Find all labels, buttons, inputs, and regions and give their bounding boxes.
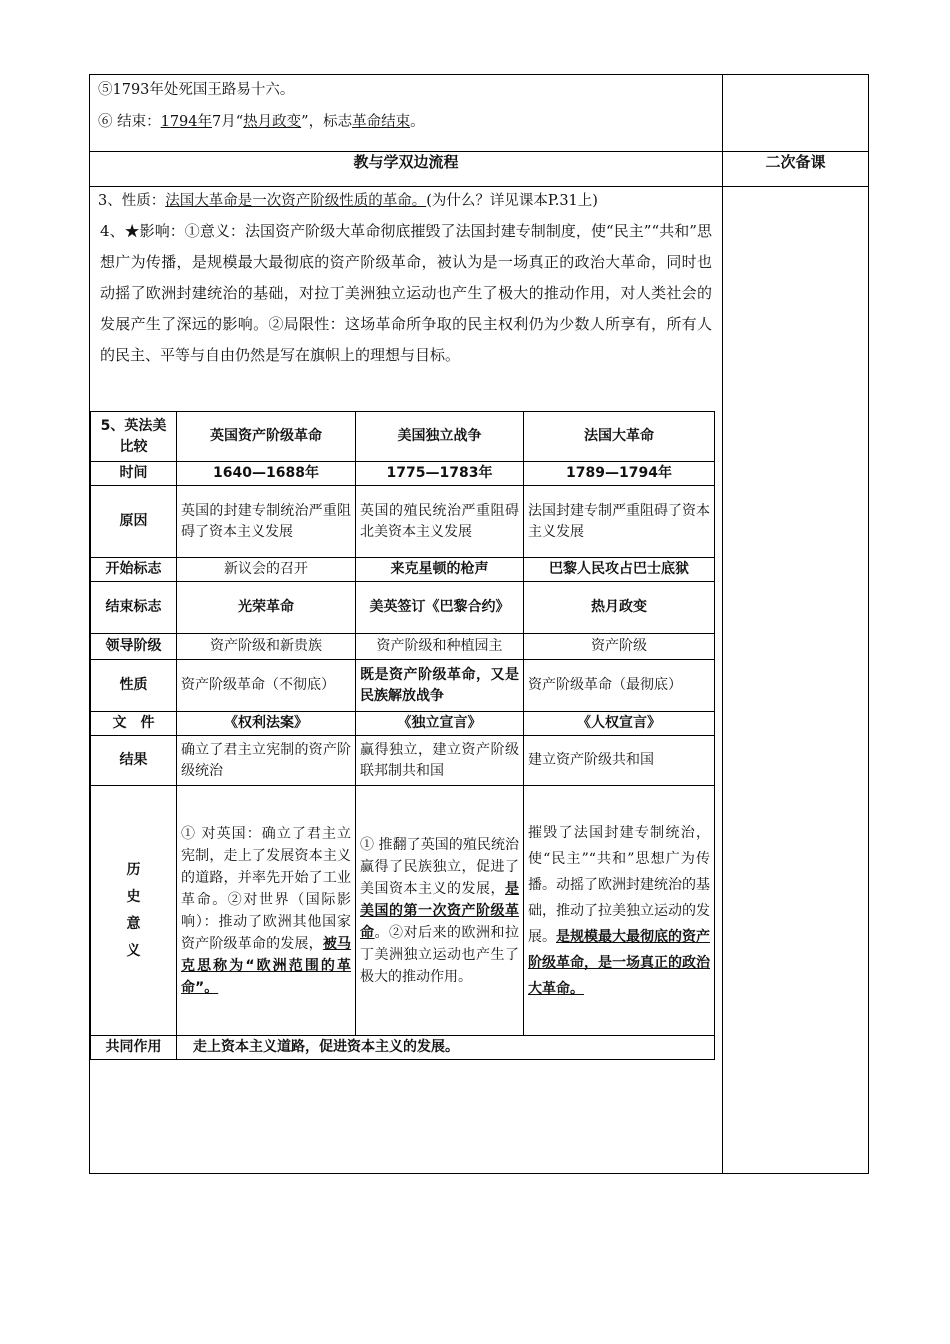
cell-meaning-uk: ① 对英国：确立了君主立宪制，走上了发展资本主义的道路，并率先开始了工业革命。②对世界（国际影响）：推动了欧洲其他国家资产阶级革命的发展，被马克思称为“欧洲范围的革命”。	[177, 786, 356, 1036]
cell: 1789—1794年	[524, 462, 715, 486]
cell: 1640—1688年	[177, 462, 356, 486]
document-page	[89, 74, 868, 1174]
influence-paragraph: 4、★影响：①意义：法国资产阶级大革命彻底摧毁了法国封建专制制度，使“民主”“共和”思想广为传播，是规模最大最彻底的资产阶级革命，被认为是一场真正的政治大革命，同时也动摇了欧洲封建统治的基础，对拉丁美洲独立运动也产生了极大的推动作用，对人类社会的发展产生了深远的影响。②局限性：这场革命所争取的民主权利仍为少数人所享有，所有人的民主、平等与自由仍然是写在旗帜上的理想与目标。	[100, 222, 712, 364]
cell: 英国的殖民统治严重阻碍北美资本主义发展	[356, 486, 524, 558]
cell: 美英签订《巴黎合约》	[356, 582, 524, 634]
row-label: 时间	[91, 462, 177, 486]
cell: 《独立宣言》	[356, 712, 524, 736]
cell: 资产阶级	[524, 634, 715, 660]
row-label: 结果	[91, 736, 177, 786]
cell: 赢得独立，建立资产阶级联邦制共和国	[356, 736, 524, 786]
cell: 巴黎人民攻占巴士底狱	[524, 558, 715, 582]
cell: 新议会的召开	[177, 558, 356, 582]
second-prep-header: 二次备课	[723, 152, 869, 187]
cell-common: 走上资本主义道路，促进资本主义的发展。	[177, 1036, 715, 1060]
row-label: 原因	[91, 486, 177, 558]
cell-meaning-fr: 摧毁了法国封建专制统治，使“民主”“共和”思想广为传播。动摇了欧洲封建统治的基础，推动了拉美独立运动的发展。是规模最大最彻底的资产阶级革命，是一场真正的政治大革命。	[524, 786, 715, 1036]
line-end: ⑥ 结束：1794年7月“热月政变”，标志革命结束。	[98, 114, 425, 130]
flow-header: 教与学双边流程	[90, 152, 723, 187]
cell: 热月政变	[524, 582, 715, 634]
line-execution: ⑤1793年处死国王路易十六。	[98, 82, 295, 98]
row-label: 性质	[91, 660, 177, 712]
cell: 《人权宣言》	[524, 712, 715, 736]
row-label: 文 件	[91, 712, 177, 736]
corner-cell: 5、英法美比较	[91, 412, 177, 462]
top-text-cell	[90, 75, 723, 152]
cell: 光荣革命	[177, 582, 356, 634]
top-right-cell	[723, 75, 869, 152]
row-label: 开始标志	[91, 558, 177, 582]
row-label-meaning: 历 史 意 义	[91, 786, 177, 1036]
nature-line: 3、性质：法国大革命是一次资产阶级性质的革命。(为什么？详见课本P.31上)	[98, 193, 598, 209]
cell: 1775—1783年	[356, 462, 524, 486]
cell: 确立了君主立宪制的资产阶级统治	[177, 736, 356, 786]
cell: 既是资产阶级革命，又是民族解放战争	[356, 660, 524, 712]
cell: 来克星顿的枪声	[356, 558, 524, 582]
row-label: 共同作用	[91, 1036, 177, 1060]
cell: 资产阶级革命（最彻底）	[524, 660, 715, 712]
row-label: 结束标志	[91, 582, 177, 634]
cell: 法国封建专制严重阻碍了资本主义发展	[524, 486, 715, 558]
cell: 资产阶级和新贵族	[177, 634, 356, 660]
col-fr: 法国大革命	[524, 412, 715, 462]
comparison-table	[90, 411, 715, 1060]
row-label: 领导阶级	[91, 634, 177, 660]
cell-meaning-us: ① 推翻了英国的殖民统治赢得了民族独立，促进了美国资本主义的发展，是美国的第一次资产阶级革命。②对后来的欧洲和拉丁美洲独立运动也产生了极大的推动作用。	[356, 786, 524, 1036]
col-us: 美国独立战争	[356, 412, 524, 462]
cell: 英国的封建专制统治严重阻碍了资本主义发展	[177, 486, 356, 558]
col-uk: 英国资产阶级革命	[177, 412, 356, 462]
cell: 资产阶级革命（不彻底）	[177, 660, 356, 712]
lesson-plan-table	[89, 74, 869, 1174]
main-content-cell	[90, 187, 723, 1174]
cell: 《权利法案》	[177, 712, 356, 736]
cell: 资产阶级和种植园主	[356, 634, 524, 660]
cell: 建立资产阶级共和国	[524, 736, 715, 786]
second-prep-cell	[723, 187, 869, 1174]
